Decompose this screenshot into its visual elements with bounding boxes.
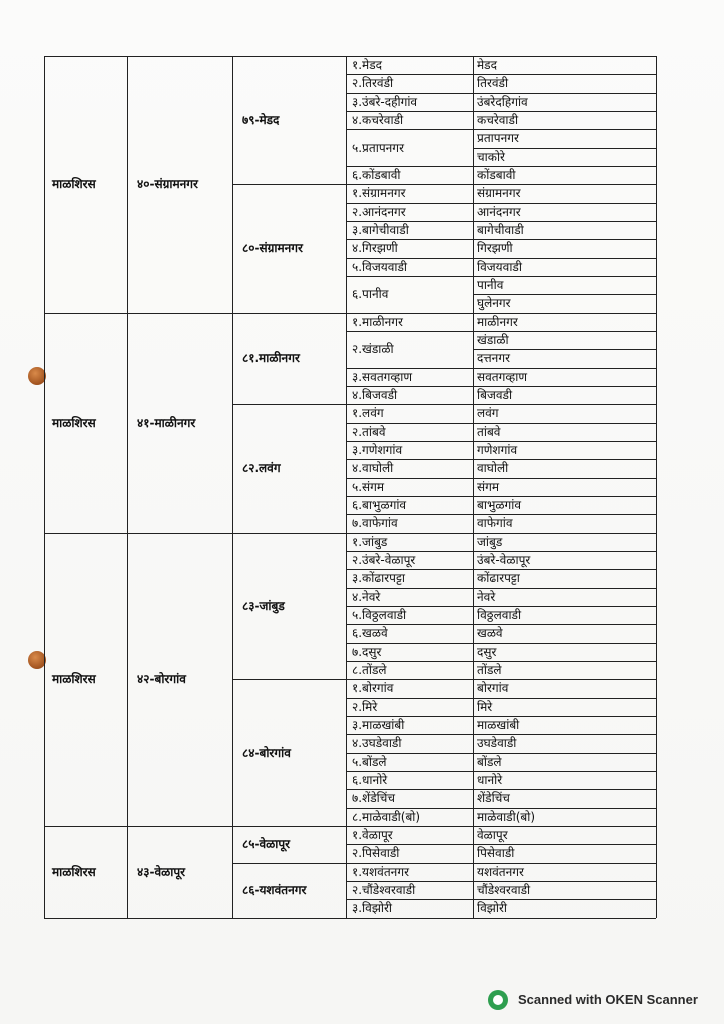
circle-name: ४०-संग्रामनगर bbox=[137, 177, 198, 192]
hamlet-cell: कोंढारपट्टा bbox=[477, 571, 520, 586]
table-top-border bbox=[44, 56, 656, 57]
village-cell: ४.उघडेवाडी bbox=[352, 736, 402, 751]
hamlet-cell: प्रतापनगर bbox=[477, 131, 519, 146]
group-divider bbox=[44, 533, 232, 534]
circle-name: ४३-वेळापूर bbox=[137, 864, 186, 879]
village-cell: ४.नेवरे bbox=[352, 589, 381, 604]
row-divider bbox=[346, 166, 656, 167]
hamlet-cell: संगम bbox=[477, 479, 500, 494]
scanner-watermark: Scanned with OKEN Scanner bbox=[518, 992, 698, 1007]
row-divider bbox=[346, 716, 656, 717]
village-cell: ३.बागेचीवाडी bbox=[352, 223, 409, 238]
circle-name: ४१-माळीनगर bbox=[137, 415, 196, 430]
hamlet-cell: माळखांबी bbox=[477, 717, 520, 732]
row-divider bbox=[346, 606, 656, 607]
village-cell: ५.संगम bbox=[352, 479, 385, 494]
hamlet-cell: पानीव bbox=[477, 277, 504, 292]
village-cell: २.आनंदनगर bbox=[352, 204, 406, 219]
column-line-5 bbox=[656, 56, 657, 918]
saja-divider bbox=[232, 313, 346, 314]
village-cell: २.खंडाळी bbox=[352, 342, 394, 357]
row-divider bbox=[346, 643, 656, 644]
oken-scanner-logo-icon bbox=[488, 990, 508, 1010]
row-divider bbox=[346, 404, 656, 405]
village-cell: ४.गिरझणी bbox=[352, 241, 398, 256]
village-cell: १.जांबुड bbox=[352, 534, 388, 549]
row-divider bbox=[346, 844, 656, 845]
saja-divider bbox=[232, 404, 346, 405]
village-cell: १.बोरगांव bbox=[352, 681, 394, 696]
saja-name: ८३-जांबुड bbox=[242, 598, 285, 613]
circle-name: ४२-बोरगांव bbox=[137, 672, 186, 687]
village-cell: २.तिरवंडी bbox=[352, 76, 394, 91]
row-divider bbox=[346, 514, 656, 515]
row-divider bbox=[346, 386, 656, 387]
column-line-2 bbox=[232, 56, 233, 918]
row-divider bbox=[346, 533, 656, 534]
hamlet-cell: यशवंतनगर bbox=[477, 864, 524, 879]
hamlet-cell: विझोरी bbox=[477, 901, 507, 916]
village-cell: ५.विठ्ठलवाडी bbox=[352, 608, 407, 623]
hamlet-divider bbox=[473, 294, 656, 295]
saja-divider bbox=[232, 918, 346, 919]
group-divider bbox=[44, 826, 232, 827]
row-divider bbox=[346, 918, 656, 919]
row-divider bbox=[346, 771, 656, 772]
hamlet-divider bbox=[473, 349, 656, 350]
column-line-3 bbox=[346, 56, 347, 918]
village-cell: २.उंबरे-वेळापूर bbox=[352, 553, 416, 568]
saja-divider bbox=[232, 533, 346, 534]
village-cell: २.चौंडेश्वरवाडी bbox=[352, 883, 416, 897]
row-divider bbox=[346, 496, 656, 497]
village-cell: ८.तोंडले bbox=[352, 663, 387, 678]
hamlet-cell: विठ्ठलवाडी bbox=[477, 607, 522, 622]
hamlet-cell: गणेशगांव bbox=[477, 442, 518, 457]
saja-name: ८६-यशवंतनगर bbox=[242, 883, 307, 897]
row-divider bbox=[346, 478, 656, 479]
hamlet-divider bbox=[473, 148, 656, 149]
row-divider bbox=[346, 789, 656, 790]
row-divider bbox=[346, 588, 656, 589]
village-cell: ६.धानोरे bbox=[352, 773, 388, 788]
row-divider bbox=[346, 331, 656, 332]
hamlet-cell: दत्तनगर bbox=[477, 351, 510, 366]
village-cell: ६.कोंडबावी bbox=[352, 168, 401, 183]
village-cell: ५.विजयवाडी bbox=[352, 259, 408, 274]
row-divider bbox=[346, 881, 656, 882]
hamlet-cell: लवंग bbox=[477, 406, 499, 421]
hamlet-cell: माळेवाडी(बो) bbox=[477, 809, 536, 824]
village-cell: ५.बोंडले bbox=[352, 754, 387, 769]
saja-divider bbox=[232, 184, 346, 185]
row-divider bbox=[346, 734, 656, 735]
village-cell: २.तांबवे bbox=[352, 424, 386, 439]
row-divider bbox=[346, 661, 656, 662]
hamlet-cell: वाफेगांव bbox=[477, 516, 513, 531]
row-divider bbox=[346, 753, 656, 754]
hamlet-cell: कचरेवाडी bbox=[477, 112, 519, 127]
row-divider bbox=[346, 368, 656, 369]
hamlet-cell: वेळापूर bbox=[477, 827, 508, 842]
row-divider bbox=[346, 276, 656, 277]
village-cell: ६.बाभुळगांव bbox=[352, 498, 407, 513]
hamlet-cell: तिरवंडी bbox=[477, 76, 509, 91]
hamlet-cell: मिरे bbox=[477, 699, 493, 714]
hamlet-cell: बाभुळगांव bbox=[477, 497, 522, 512]
village-cell: ३.विझोरी bbox=[352, 901, 393, 916]
village-cell: ४.बिजवडी bbox=[352, 388, 398, 403]
hamlet-cell: संग्रामनगर bbox=[477, 186, 521, 201]
row-divider bbox=[346, 221, 656, 222]
row-divider bbox=[346, 863, 656, 864]
row-divider bbox=[346, 551, 656, 552]
hamlet-cell: घुलेनगर bbox=[477, 296, 511, 311]
village-cell: २.पिसेवाडी bbox=[352, 846, 400, 861]
row-divider bbox=[346, 184, 656, 185]
village-cell: १.लवंग bbox=[352, 406, 384, 421]
saja-name: ८५-वेळापूर bbox=[242, 837, 291, 852]
village-cell: ४.कचरेवाडी bbox=[352, 113, 404, 128]
hamlet-cell: बागेचीवाडी bbox=[477, 222, 524, 237]
hamlet-cell: जांबुड bbox=[477, 534, 503, 549]
column-line-1 bbox=[127, 56, 128, 918]
row-divider bbox=[346, 624, 656, 625]
hamlet-cell: बिजवडी bbox=[477, 387, 513, 402]
hamlet-cell: आनंदनगर bbox=[477, 204, 521, 219]
hamlet-cell: उघडेवाडी bbox=[477, 736, 517, 751]
hamlet-cell: बोरगांव bbox=[477, 681, 509, 696]
village-cell: १.मेडद bbox=[352, 58, 383, 73]
saja-name: ७९-मेडद bbox=[242, 113, 280, 128]
hamlet-cell: दसुर bbox=[477, 644, 497, 659]
column-line-0 bbox=[44, 56, 45, 918]
hamlet-cell: उंबरेदहिगांव bbox=[477, 94, 528, 109]
saja-divider bbox=[232, 679, 346, 680]
saja-name: ८४-बोरगांव bbox=[242, 745, 291, 760]
village-cell: २.मिरे bbox=[352, 699, 378, 714]
village-cell: १.वेळापूर bbox=[352, 828, 393, 843]
row-divider bbox=[346, 899, 656, 900]
saja-name: ८२.लवंग bbox=[242, 461, 281, 476]
hamlet-cell: विजयवाडी bbox=[477, 259, 522, 274]
hamlet-cell: गिरझणी bbox=[477, 241, 513, 256]
row-divider bbox=[346, 74, 656, 75]
row-divider bbox=[346, 679, 656, 680]
hamlet-cell: तांबवे bbox=[477, 424, 501, 439]
hamlet-cell: शेंडेचिंच bbox=[477, 791, 510, 806]
row-divider bbox=[346, 808, 656, 809]
village-cell: १.यशवंतनगर bbox=[352, 864, 410, 879]
row-divider bbox=[346, 459, 656, 460]
group-divider bbox=[44, 313, 232, 314]
village-cell: ४.वाघोली bbox=[352, 461, 394, 476]
village-cell: ३.माळखांबी bbox=[352, 718, 405, 733]
village-cell: ३.सवतगव्हाण bbox=[352, 369, 413, 384]
hamlet-cell: वाघोली bbox=[477, 461, 509, 476]
hamlet-cell: तोंडले bbox=[477, 662, 502, 677]
hamlet-cell: माळीनगर bbox=[477, 314, 518, 329]
row-divider bbox=[346, 313, 656, 314]
hamlet-cell: खंडाळी bbox=[477, 332, 509, 347]
saja-name: ८१.माळीनगर bbox=[242, 351, 300, 366]
village-cell: ७.दसुर bbox=[352, 644, 382, 659]
hamlet-cell: बोंडले bbox=[477, 754, 502, 769]
village-cell: ३.कोंढारपट्टा bbox=[352, 571, 405, 586]
village-cell: ७.शेंडेचिंच bbox=[352, 791, 395, 806]
village-cell: १.संग्रामनगर bbox=[352, 186, 406, 201]
taluka-name: माळशिरस bbox=[52, 672, 96, 687]
row-divider bbox=[346, 258, 656, 259]
hamlet-cell: मेडद bbox=[477, 58, 497, 72]
row-divider bbox=[346, 239, 656, 240]
village-cell: ५.प्रतापनगर bbox=[352, 140, 404, 155]
taluka-name: माळशिरस bbox=[52, 177, 96, 192]
row-divider bbox=[346, 441, 656, 442]
hamlet-cell: उंबरे-वेळापूर bbox=[477, 552, 531, 567]
row-divider bbox=[346, 93, 656, 94]
village-cell: ७.वाफेगांव bbox=[352, 516, 398, 531]
taluka-name: माळशिरस bbox=[52, 415, 96, 430]
saja-divider bbox=[232, 826, 346, 827]
village-cell: ८.माळेवाडी(बो) bbox=[352, 809, 421, 824]
hamlet-cell: पिसेवाडी bbox=[477, 846, 515, 861]
hamlet-cell: नेवरे bbox=[477, 589, 496, 604]
hamlet-cell: चौंडेश्वरवाडी bbox=[477, 882, 531, 897]
row-divider bbox=[346, 129, 656, 130]
saja-divider bbox=[232, 863, 346, 864]
row-divider bbox=[346, 423, 656, 424]
village-cell: १.माळीनगर bbox=[352, 314, 403, 329]
row-divider bbox=[346, 569, 656, 570]
row-divider bbox=[346, 111, 656, 112]
hamlet-cell: कोंडबावी bbox=[477, 167, 516, 182]
column-line-4 bbox=[473, 56, 474, 918]
hamlet-cell: चाकोरे bbox=[477, 149, 505, 164]
hamlet-cell: धानोरे bbox=[477, 772, 503, 787]
village-cell: ३.उंबरे-दहीगांव bbox=[352, 94, 418, 109]
row-divider bbox=[346, 203, 656, 204]
hamlet-cell: खळवे bbox=[477, 626, 503, 641]
group-divider bbox=[44, 918, 232, 919]
village-cell: ३.गणेशगांव bbox=[352, 443, 403, 458]
taluka-name: माळशिरस bbox=[52, 864, 96, 879]
row-divider bbox=[346, 826, 656, 827]
hamlet-cell: सवतगव्हाण bbox=[477, 369, 528, 384]
village-cell: ६.खळवे bbox=[352, 626, 388, 641]
saja-name: ८०-संग्रामनगर bbox=[242, 241, 303, 256]
row-divider bbox=[346, 698, 656, 699]
village-cell: ६.पानीव bbox=[352, 287, 389, 302]
